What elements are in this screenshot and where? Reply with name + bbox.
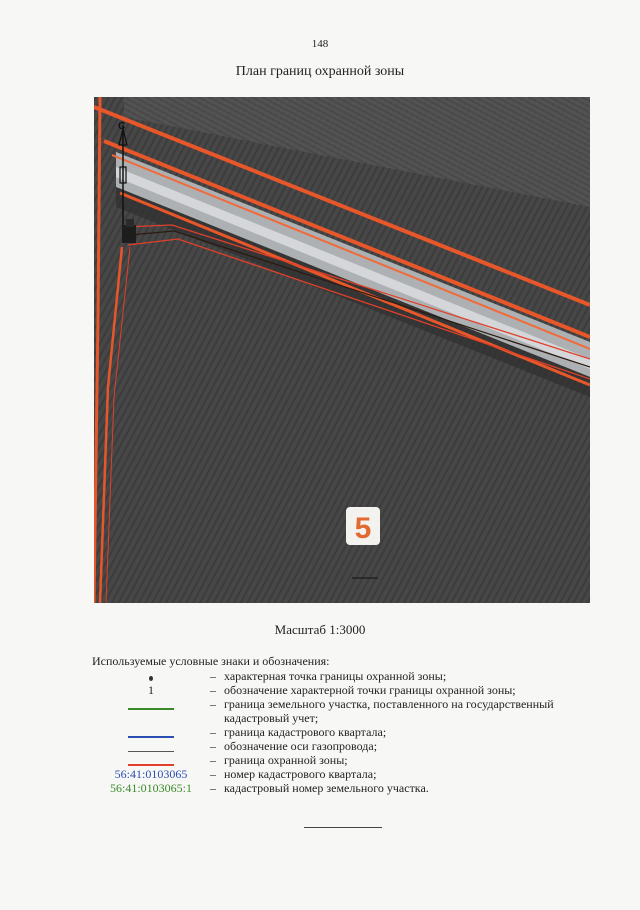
legend-dash: – (210, 753, 216, 767)
legend-dash: – (210, 697, 216, 711)
station-block (122, 225, 136, 243)
blue-line-icon (128, 736, 174, 738)
legend-dash: – (210, 739, 216, 753)
plan-title: План границ охранной зоны (235, 64, 405, 79)
legend-symbol (92, 697, 210, 711)
point-number-symbol: 1 (148, 683, 154, 697)
legend-symbol (92, 767, 210, 781)
north-label: С (118, 121, 126, 132)
parcel-number-symbol: 56:41:0103065:1 (109, 781, 192, 795)
legend-row-parcel-number (92, 781, 612, 795)
page-number: 148 (311, 38, 329, 50)
legend-symbol (92, 753, 210, 767)
legend-row-quarter-boundary (92, 725, 612, 739)
legend-title: Используемые условные знаки и обозначения: (92, 654, 330, 668)
legend-row-pipeline-axis (92, 739, 612, 753)
legend-row-point (92, 669, 612, 683)
legend-dash: – (210, 781, 216, 795)
legend-desc: обозначение оси газопровода; (224, 739, 378, 753)
legend-row-parcel-boundary (92, 697, 612, 725)
legend-symbol (92, 739, 210, 753)
point-dot-icon (149, 676, 153, 681)
legend-desc: обозначение характерной точки границы охранной зоны; (224, 683, 516, 697)
legend-desc: граница кадастрового квартала; (224, 725, 387, 739)
scale-label: Масштаб 1:3000 (274, 622, 366, 637)
legend-row-point-number (92, 683, 612, 697)
station-top (126, 219, 134, 227)
legend-dash: – (210, 725, 216, 739)
legend-desc: граница охранной зоны; (224, 753, 348, 767)
legend-symbol (92, 669, 210, 683)
legend-dash: – (210, 669, 216, 683)
legend-desc: граница земельного участка, поставленного на государственный кадастровый учет; (224, 697, 554, 725)
red-line-icon (128, 764, 174, 766)
gray-line-icon (128, 751, 174, 752)
legend-symbol (92, 725, 210, 739)
green-line-icon (128, 708, 174, 710)
legend-desc: номер кадастрового квартала; (224, 767, 377, 781)
legend-row-quarter-number (92, 767, 612, 781)
legend-desc: кадастровый номер земельного участка. (224, 781, 429, 795)
legend-symbol (92, 683, 210, 697)
legend-dash: – (210, 767, 216, 781)
aerial-map (94, 97, 590, 603)
map-svg (94, 97, 590, 603)
legend-row-zone-boundary (92, 753, 612, 767)
legend-dash: – (210, 683, 216, 697)
quarter-number-symbol: 56:41:0103065 (114, 767, 188, 781)
footer-rule (304, 827, 382, 828)
parcel-label: 5 (354, 512, 372, 545)
legend-symbol (92, 781, 210, 795)
legend-desc: характерная точка границы охранной зоны; (224, 669, 447, 683)
legend (92, 669, 612, 795)
